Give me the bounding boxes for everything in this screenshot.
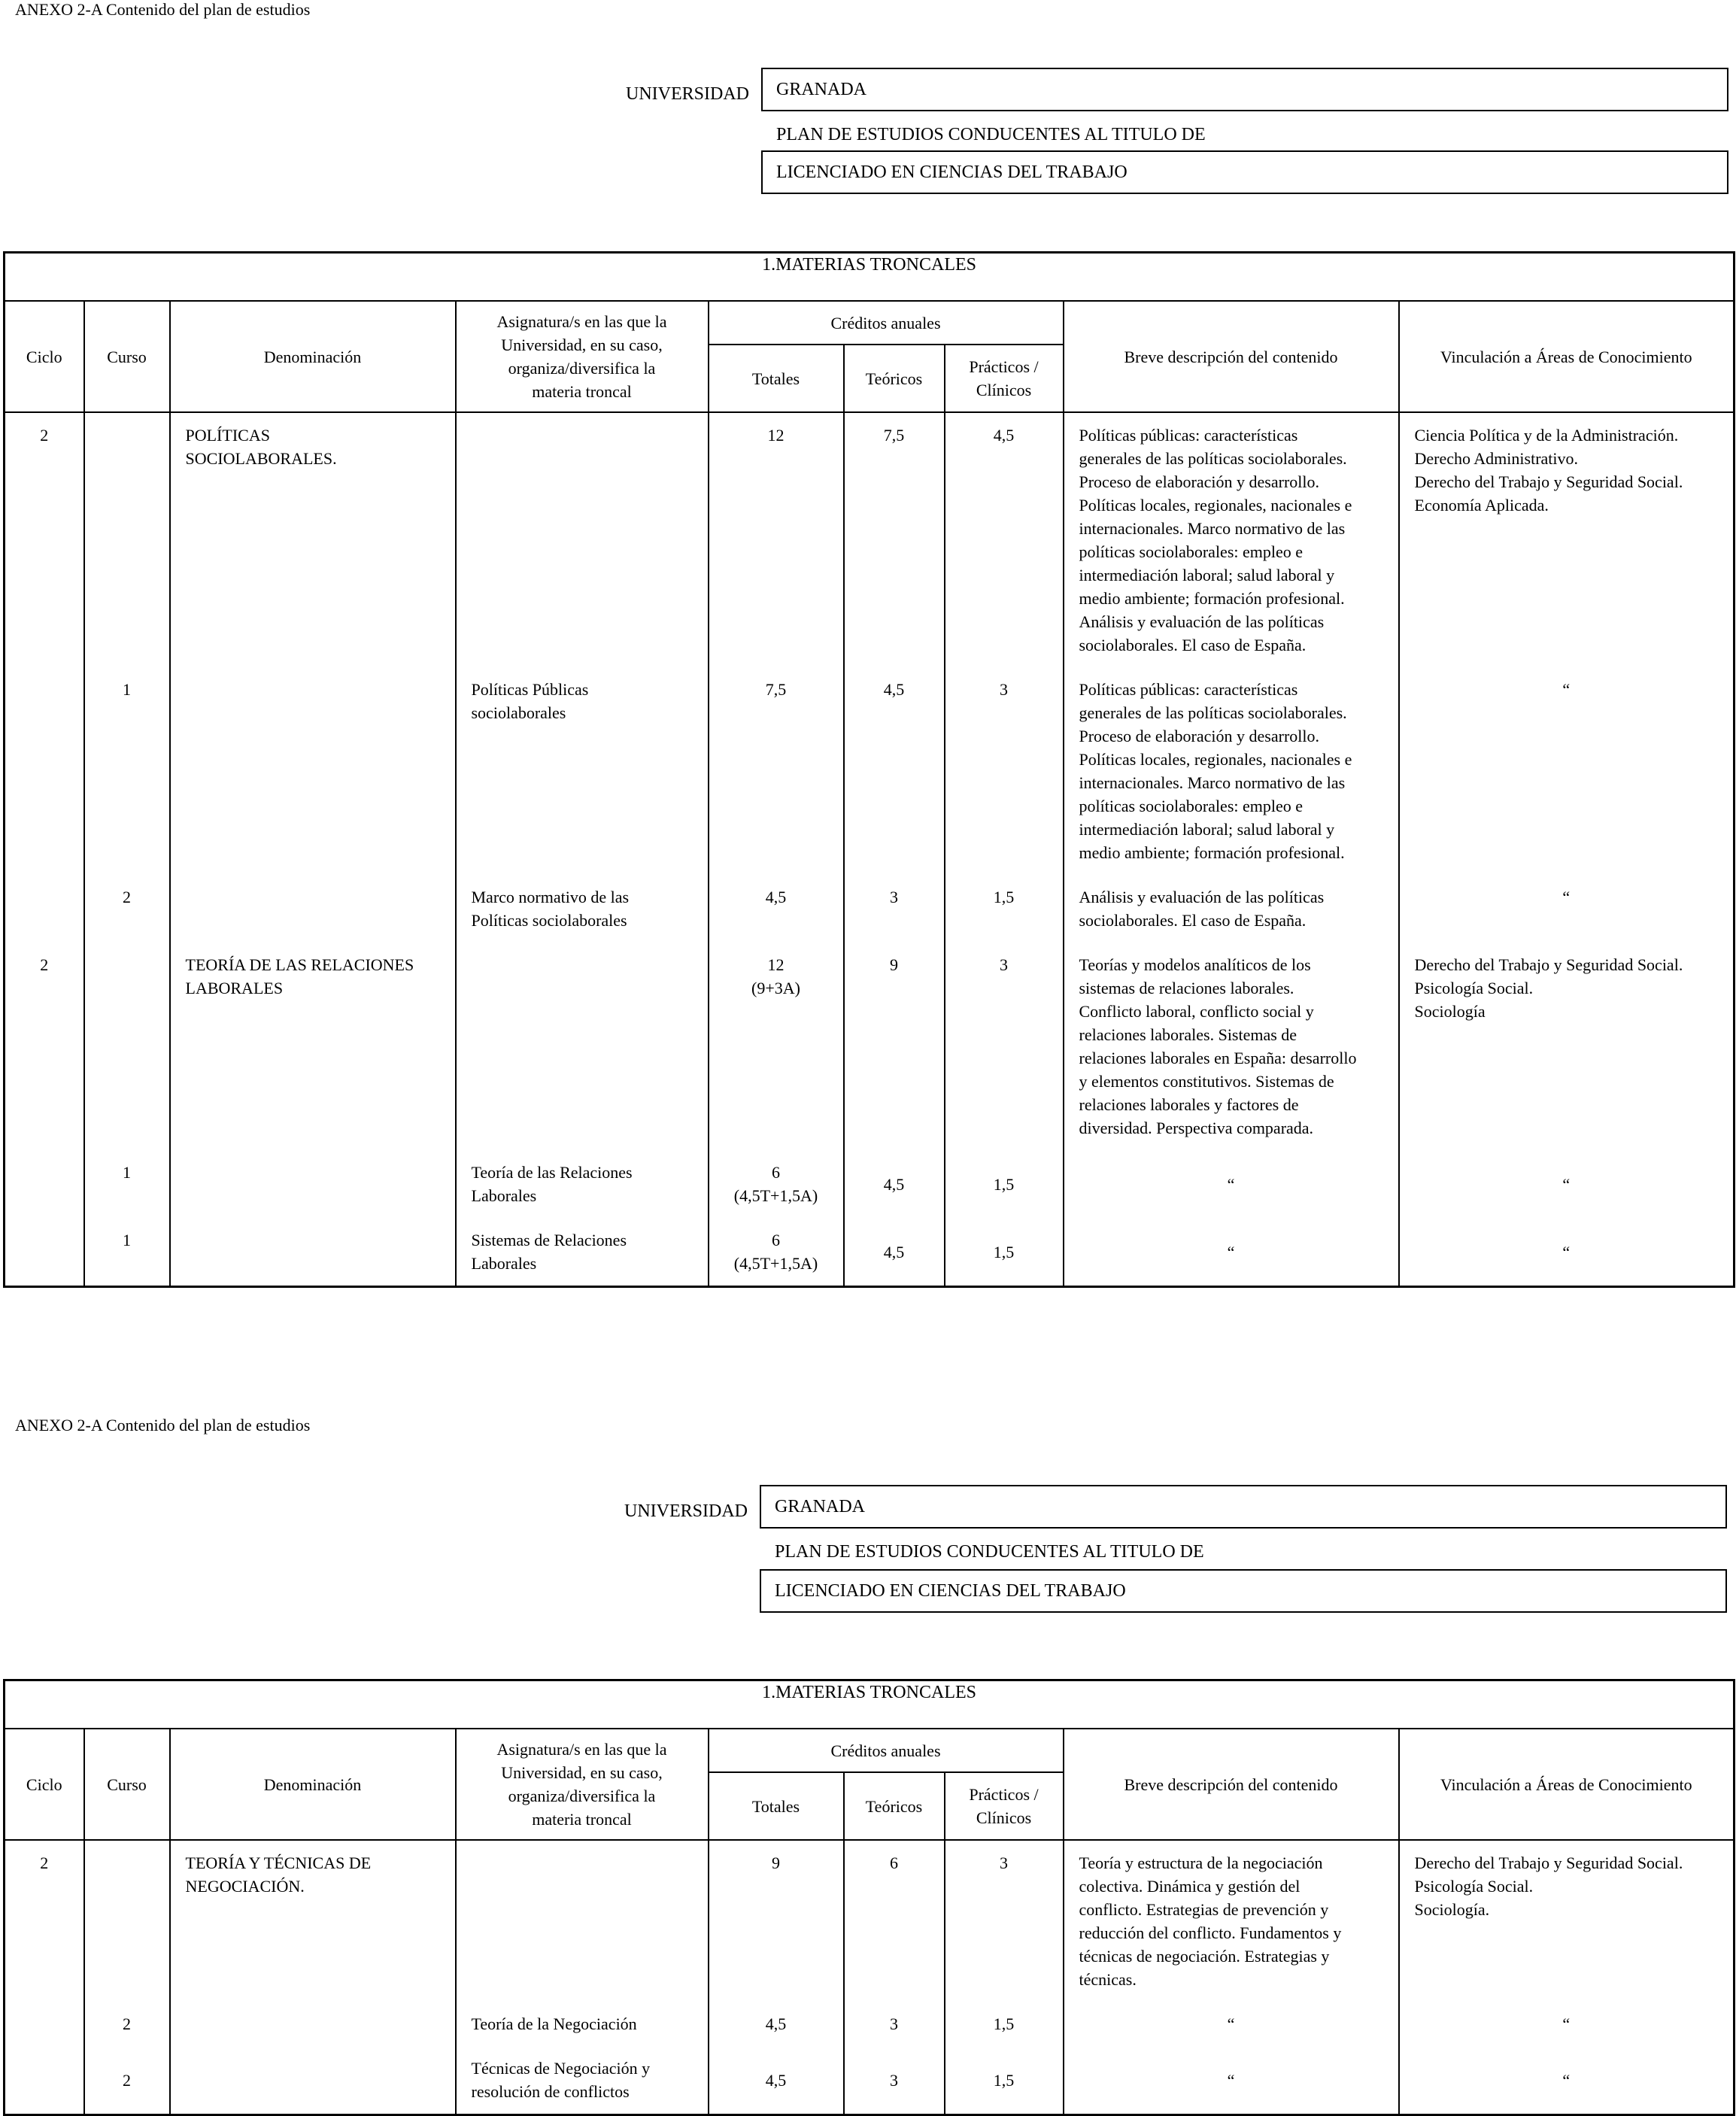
cell-practicos: 1,5 <box>945 2002 1064 2046</box>
table-row <box>5 1150 1734 1218</box>
table-row <box>5 667 1734 875</box>
cell-asignatura: Teoría de las Relaciones Laborales <box>456 1150 709 1218</box>
cell-denominacion: POLÍTICAS SOCIOLABORALES. <box>170 412 456 667</box>
cell-asignatura: Teoría de la Negociación <box>456 2002 709 2046</box>
cell-curso: 1 <box>84 1150 170 1218</box>
university-label: UNIVERSIDAD <box>624 1501 748 1521</box>
table-row <box>5 2002 1734 2046</box>
cell-ciclo: 2 <box>5 1840 84 2002</box>
cell-vinculacion: “ <box>1399 875 1734 943</box>
header-breve: Breve descripción del contenido <box>1064 301 1399 412</box>
cell-teoricos: 4,5 <box>844 667 945 875</box>
cell-ciclo <box>5 875 84 943</box>
cell-denominacion <box>170 1150 456 1218</box>
cell-curso: 2 <box>84 875 170 943</box>
cell-descripcion: “ <box>1064 1150 1399 1218</box>
table-row <box>5 1218 1734 1287</box>
header-curso: Curso <box>84 1729 170 1840</box>
cell-curso: 2 <box>84 2002 170 2046</box>
cell-practicos: 3 <box>945 667 1064 875</box>
header-practicos: Prácticos / Clínicos <box>945 1772 1064 1840</box>
cell-teoricos: 3 <box>844 2046 945 2115</box>
table-title: 1.MATERIAS TRONCALES <box>5 253 1734 302</box>
university-box <box>760 1485 1727 1529</box>
cell-vinculacion: “ <box>1399 667 1734 875</box>
table-row <box>5 412 1734 667</box>
cell-asignatura: Técnicas de Negociación y resolución de conflictos <box>456 2046 709 2115</box>
cell-curso: 1 <box>84 1218 170 1287</box>
header-ciclo: Ciclo <box>5 301 84 412</box>
cell-asignatura: Políticas Públicas sociolaborales <box>456 667 709 875</box>
header-breve: Breve descripción del contenido <box>1064 1729 1399 1840</box>
cell-vinculacion: “ <box>1399 1150 1734 1218</box>
table-row <box>5 1840 1734 2002</box>
cell-denominacion <box>170 1218 456 1287</box>
annex-title: ANEXO 2-A Contenido del plan de estudios <box>15 1416 311 1434</box>
degree-value: LICENCIADO EN CIENCIAS DEL TRABAJO <box>776 162 1127 182</box>
cell-teoricos: 3 <box>844 875 945 943</box>
cell-descripcion: Teoría y estructura de la negociación colectiva. Dinámica y gestión del conflicto. Estrategias de prevención y reducción del conflicto. Fundamentos y técnicas de negociación. Estrategias y técnicas. <box>1064 1840 1399 2002</box>
cell-practicos: 1,5 <box>945 2046 1064 2115</box>
university-value: GRANADA <box>775 1496 865 1516</box>
header-vinculacion: Vinculación a Áreas de Conocimiento <box>1399 1729 1734 1840</box>
header-creditos: Créditos anuales <box>709 301 1064 345</box>
header-creditos: Créditos anuales <box>709 1729 1064 1772</box>
cell-totales: 6 (4,5T+1,5A) <box>709 1150 844 1218</box>
materias-table-page-1 <box>3 251 1735 1288</box>
cell-denominacion: TEORÍA Y TÉCNICAS DE NEGOCIACIÓN. <box>170 1840 456 2002</box>
cell-vinculacion: Derecho del Trabajo y Seguridad Social. Psicología Social. Sociología <box>1399 943 1734 1150</box>
materias-table-page-2 <box>3 1679 1735 2116</box>
header-vinculacion: Vinculación a Áreas de Conocimiento <box>1399 301 1734 412</box>
header-teoricos: Teóricos <box>844 1772 945 1840</box>
cell-ciclo <box>5 667 84 875</box>
cell-teoricos: 6 <box>844 1840 945 2002</box>
cell-ciclo <box>5 1218 84 1287</box>
header-curso: Curso <box>84 301 170 412</box>
cell-curso: 2 <box>84 2046 170 2115</box>
cell-asignatura <box>456 412 709 667</box>
cell-totales: 4,5 <box>709 2002 844 2046</box>
cell-practicos: 1,5 <box>945 1218 1064 1287</box>
table-row <box>5 2046 1734 2115</box>
header-practicos: Prácticos / Clínicos <box>945 345 1064 412</box>
cell-ciclo <box>5 1150 84 1218</box>
university-value: GRANADA <box>776 79 866 99</box>
header-asignatura: Asignatura/s en las que la Universidad, en su caso, organiza/diversifica la materia troncal <box>456 1729 709 1840</box>
table-title: 1.MATERIAS TRONCALES <box>5 1680 1734 1729</box>
plan-label: PLAN DE ESTUDIOS CONDUCENTES AL TITULO DE <box>775 1542 1204 1562</box>
cell-denominacion <box>170 875 456 943</box>
cell-denominacion <box>170 2046 456 2115</box>
plan-label: PLAN DE ESTUDIOS CONDUCENTES AL TITULO DE <box>776 125 1206 144</box>
cell-curso <box>84 943 170 1150</box>
header-denominacion: Denominación <box>170 1729 456 1840</box>
cell-practicos: 3 <box>945 943 1064 1150</box>
degree-box <box>761 150 1728 194</box>
cell-teoricos: 3 <box>844 2002 945 2046</box>
cell-practicos: 1,5 <box>945 875 1064 943</box>
cell-descripcion: Análisis y evaluación de las políticas sociolaborales. El caso de España. <box>1064 875 1399 943</box>
cell-descripcion: “ <box>1064 1218 1399 1287</box>
table-row <box>5 875 1734 943</box>
cell-descripcion: “ <box>1064 2046 1399 2115</box>
cell-vinculacion: “ <box>1399 1218 1734 1287</box>
cell-vinculacion: “ <box>1399 2046 1734 2115</box>
header-totales: Totales <box>709 345 844 412</box>
cell-ciclo: 2 <box>5 412 84 667</box>
cell-curso <box>84 1840 170 2002</box>
cell-ciclo <box>5 2002 84 2046</box>
cell-descripcion: Políticas públicas: características generales de las políticas sociolaborales. Proceso de elaboración y desarrollo. Políticas locales, regionales, nacionales e internacionales. Marco normativo de las políticas sociolaborales: empleo e intermediación laboral; salud laboral y medio ambiente; formación profesional. <box>1064 667 1399 875</box>
cell-teoricos: 4,5 <box>844 1218 945 1287</box>
cell-asignatura: Marco normativo de las Políticas sociolaborales <box>456 875 709 943</box>
cell-denominacion <box>170 667 456 875</box>
cell-denominacion <box>170 2002 456 2046</box>
cell-asignatura <box>456 1840 709 2002</box>
cell-totales: 6 (4,5T+1,5A) <box>709 1218 844 1287</box>
cell-totales: 7,5 <box>709 667 844 875</box>
cell-teoricos: 7,5 <box>844 412 945 667</box>
cell-teoricos: 9 <box>844 943 945 1150</box>
header-ciclo: Ciclo <box>5 1729 84 1840</box>
cell-vinculacion: “ <box>1399 2002 1734 2046</box>
cell-descripcion: Políticas públicas: características generales de las políticas sociolaborales. Proceso de elaboración y desarrollo. Políticas locales, regionales, nacionales e internacionales. Marco normativo de las políticas sociolaborales: empleo e intermediación laboral; salud laboral y medio ambiente; formación profesional. Análisis y evaluación de las políticas sociolaborales. El caso de España. <box>1064 412 1399 667</box>
cell-practicos: 1,5 <box>945 1150 1064 1218</box>
cell-totales: 12 (9+3A) <box>709 943 844 1150</box>
header-asignatura: Asignatura/s en las que la Universidad, en su caso, organiza/diversifica la materia troncal <box>456 301 709 412</box>
header-denominacion: Denominación <box>170 301 456 412</box>
cell-totales: 9 <box>709 1840 844 2002</box>
cell-practicos: 4,5 <box>945 412 1064 667</box>
cell-descripcion: “ <box>1064 2002 1399 2046</box>
header-totales: Totales <box>709 1772 844 1840</box>
cell-totales: 4,5 <box>709 2046 844 2115</box>
cell-descripcion: Teorías y modelos analíticos de los sistemas de relaciones laborales. Conflicto laboral, conflicto social y relaciones laborales. Sistemas de relaciones laborales en España: desarrollo y elementos constitutivos. Sistemas de relaciones laborales y factores de diversidad. Perspectiva comparada. <box>1064 943 1399 1150</box>
cell-practicos: 3 <box>945 1840 1064 2002</box>
cell-curso <box>84 412 170 667</box>
cell-curso: 1 <box>84 667 170 875</box>
cell-denominacion: TEORÍA DE LAS RELACIONES LABORALES <box>170 943 456 1150</box>
cell-teoricos: 4,5 <box>844 1150 945 1218</box>
header-teoricos: Teóricos <box>844 345 945 412</box>
cell-vinculacion: Ciencia Política y de la Administración. Derecho Administrativo. Derecho del Trabajo y Seguridad Social. Economía Aplicada. <box>1399 412 1734 667</box>
cell-ciclo: 2 <box>5 943 84 1150</box>
degree-box <box>760 1569 1727 1613</box>
cell-asignatura <box>456 943 709 1150</box>
annex-title: ANEXO 2-A Contenido del plan de estudios <box>15 0 311 19</box>
university-label: UNIVERSIDAD <box>626 84 749 104</box>
cell-ciclo <box>5 2046 84 2115</box>
degree-value: LICENCIADO EN CIENCIAS DEL TRABAJO <box>775 1580 1126 1601</box>
university-box <box>761 68 1728 111</box>
cell-totales: 4,5 <box>709 875 844 943</box>
cell-asignatura: Sistemas de Relaciones Laborales <box>456 1218 709 1287</box>
cell-totales: 12 <box>709 412 844 667</box>
cell-vinculacion: Derecho del Trabajo y Seguridad Social. Psicología Social. Sociología. <box>1399 1840 1734 2002</box>
table-row <box>5 943 1734 1150</box>
